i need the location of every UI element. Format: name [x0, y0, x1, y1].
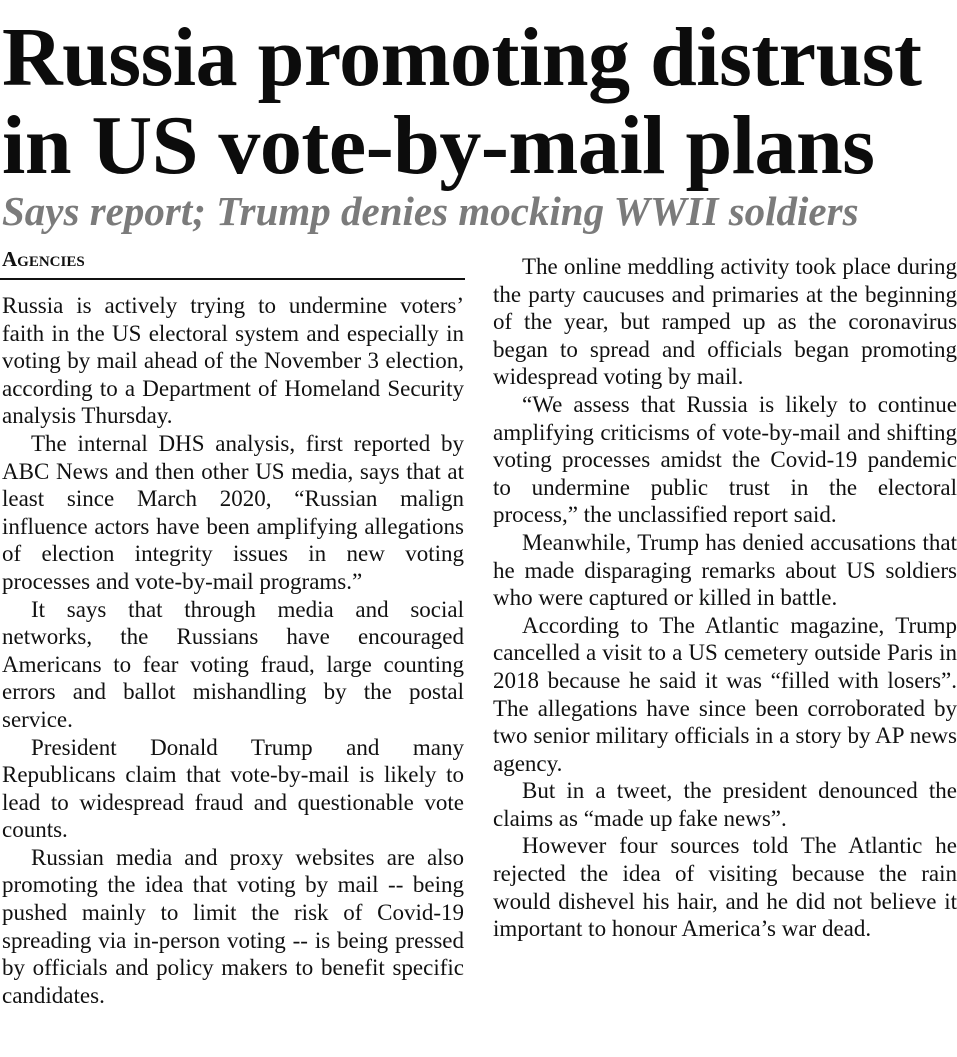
article-paragraph: The internal DHS analysis, first reported by ABC News and then other US media, says that at least since March 2020, “Russian malign influence actors have been amplifying allegations of election integrity issues in new voting processes and vote-by-mail programs.”	[2, 430, 464, 594]
headline: Russia promoting distrust in US vote-by-mail plans	[2, 11, 922, 192]
article-paragraph: However four sources told The Atlantic he rejected the idea of visiting because the rain would dishevel his hair, and he did not believe it important to honour America’s war dead.	[493, 833, 957, 942]
article-paragraph: The online meddling activity took place during the party caucuses and primaries at the beginning of the year, but ramped up as the coronavirus began to spread and officials began promoting widespread voting by mail.	[493, 254, 957, 390]
article-paragraph: It says that through media and social networks, the Russians have encouraged Americans to fear voting fraud, large counting errors and ballot mishandling by the postal service.	[2, 596, 464, 732]
article-paragraph: According to The Atlantic magazine, Trump cancelled a visit to a US cemetery outside Paris in 2018 because he said it was “filled with losers”. The allegations have since been corroborated by two senior military officials in a story by AP news agency.	[493, 612, 957, 776]
subheadline: Says report; Trump denies mocking WWII soldiers	[2, 188, 859, 234]
article-paragraph: “We assess that Russia is likely to continue amplifying criticisms of vote-by-mail and shifting voting processes amidst the Covid-19 pandemic to undermine public trust in the electoral process,” the unclassified report said.	[493, 391, 957, 528]
article-paragraph: But in a tweet, the president denounced the claims as “made up fake news”.	[493, 778, 957, 831]
article-paragraph: Meanwhile, Trump has denied accusations that he made disparaging remarks about US soldiers who were captured or killed in battle.	[493, 529, 957, 611]
article-paragraph: President Donald Trump and many Republicans claim that vote-by-mail is likely to lead to widespread fraud and questionable vote counts.	[2, 734, 464, 843]
article-paragraph: Russian media and proxy websites are also promoting the idea that voting by mail -- being pushed mainly to limit the risk of Covid-19 spreading via in-person voting -- is being pressed by officials and policy makers to benefit specific candidates.	[2, 844, 464, 1008]
article-paragraph: Russia is actively trying to undermine voters’ faith in the US electoral system and especially in voting by mail ahead of the November 3 election, according to a Department of Homeland Security analysis Thursday.	[2, 293, 464, 429]
article-column-right	[493, 253, 957, 943]
article-column-left	[2, 292, 464, 1009]
byline: Agencies	[2, 247, 85, 271]
byline-rule	[0, 278, 465, 280]
